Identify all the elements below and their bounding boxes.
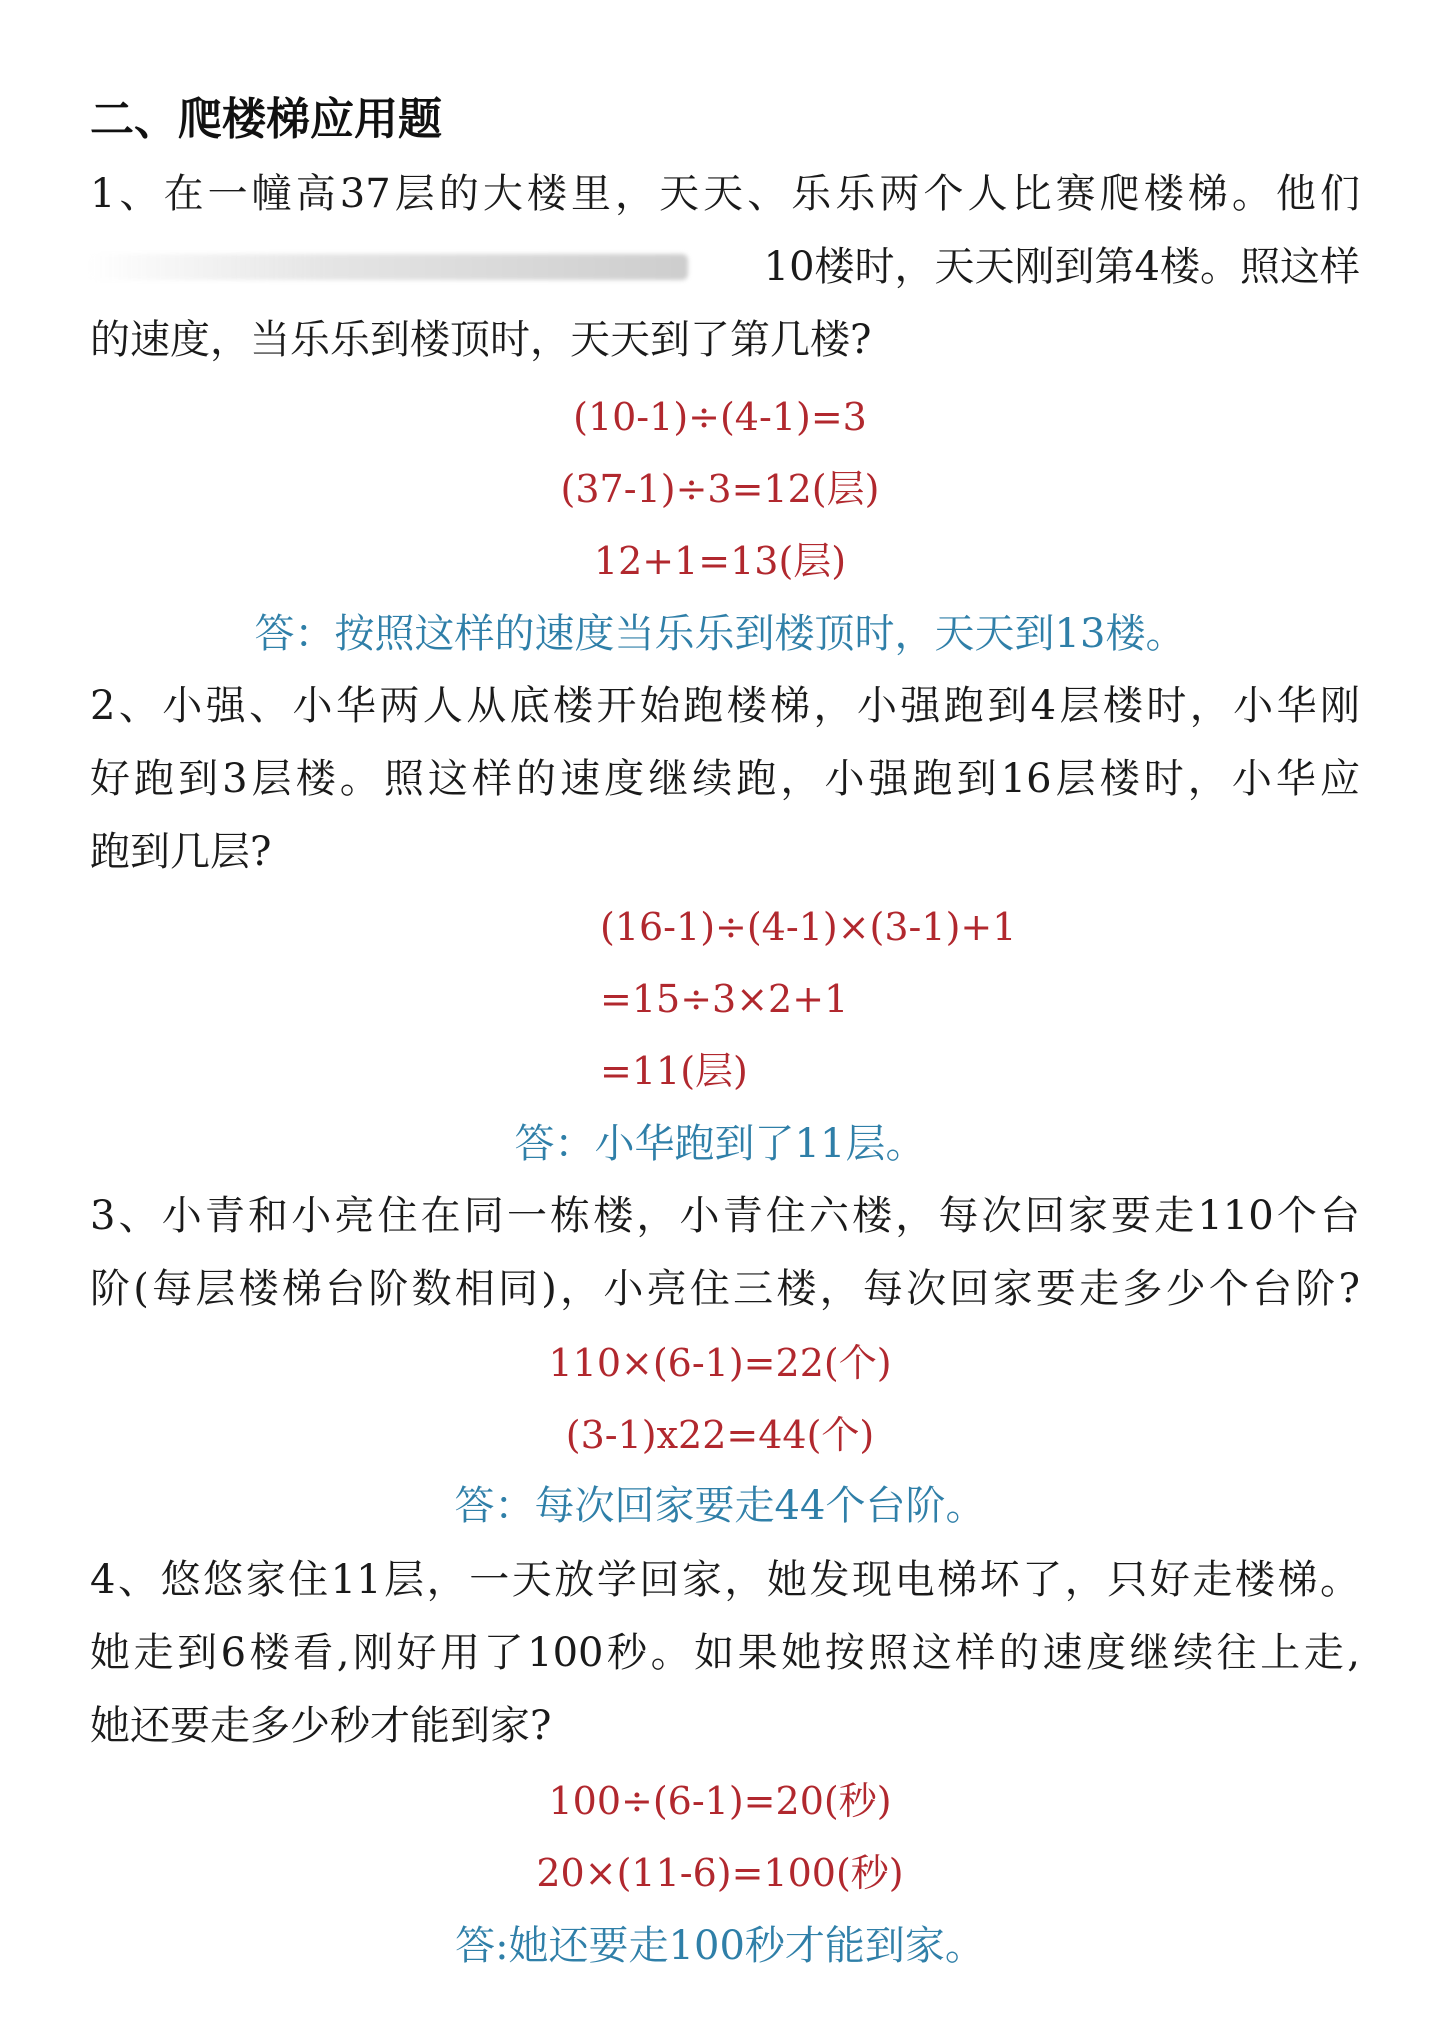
- problem-2-formula-2: =15÷3×2+1: [600, 977, 849, 1021]
- problem-1-formula-3: 12+1=13(层): [593, 539, 847, 583]
- problem-1-answer: 答：按照这样的速度当乐乐到楼顶时，天天到13楼。: [254, 611, 1186, 657]
- problem-1-line-2: 10楼时，天天刚到第4楼。照这样: [763, 244, 1360, 290]
- problem-2-answer: 答：小华跑到了11层。: [514, 1121, 926, 1167]
- problem-3-line-2: 阶(每层楼梯台阶数相同)，小亮住三楼，每次回家要走多少个台阶?: [90, 1266, 1360, 1312]
- problem-1-formula-1: (10-1)÷(4-1)=3: [573, 395, 867, 439]
- problem-3-answer: 答：每次回家要走44个台阶。: [454, 1483, 986, 1529]
- problem-2-line-1: 2、小强、小华两人从底楼开始跑楼梯，小强跑到4层楼时，小华刚: [90, 683, 1360, 729]
- problem-2-line-2: 好跑到3层楼。照这样的速度继续跑，小强跑到16层楼时，小华应: [90, 756, 1360, 802]
- problem-2-formula-3: =11(层): [600, 1049, 748, 1093]
- problem-4-line-1: 4、悠悠家住11层，一天放学回家，她发现电梯坏了，只好走楼梯。: [90, 1557, 1360, 1603]
- problem-3-text: [90, 1180, 1360, 1326]
- problem-4-answer: 答:她还要走100秒才能到家。: [455, 1923, 985, 1969]
- problem-2-text: [90, 670, 1360, 889]
- problem-3-formula-1: 110×(6-1)=22(个): [548, 1341, 892, 1385]
- blurred-text-region: [88, 254, 688, 280]
- problem-2-line-3: 跑到几层?: [90, 829, 272, 875]
- problem-3-line-1: 3、小青和小亮住在同一栋楼，小青住六楼，每次回家要走110个台: [90, 1193, 1360, 1239]
- problem-1-line-3: 的速度，当乐乐到楼顶时，天天到了第几楼?: [90, 317, 872, 363]
- problem-4-formula-2: 20×(11-6)=100(秒): [536, 1851, 904, 1895]
- problem-4-line-3: 她还要走多少秒才能到家?: [90, 1703, 552, 1749]
- problem-2-formula-1: (16-1)÷(4-1)×(3-1)+1: [600, 905, 1017, 949]
- problem-3-formula-2: (3-1)x22=44(个): [565, 1413, 875, 1457]
- problem-4-formula-1: 100÷(6-1)=20(秒): [548, 1779, 892, 1823]
- problem-4-line-2: 她走到6楼看,刚好用了100秒。如果她按照这样的速度继续往上走,: [90, 1630, 1360, 1676]
- problem-4-text: [90, 1544, 1360, 1763]
- problem-1-formula-2: (37-1)÷3=12(层): [560, 467, 880, 511]
- section-title: 二、爬楼梯应用题: [90, 94, 442, 145]
- problem-1-line-1: 1、在一幢高37层的大楼里，天天、乐乐两个人比赛爬楼梯。他们: [90, 171, 1360, 217]
